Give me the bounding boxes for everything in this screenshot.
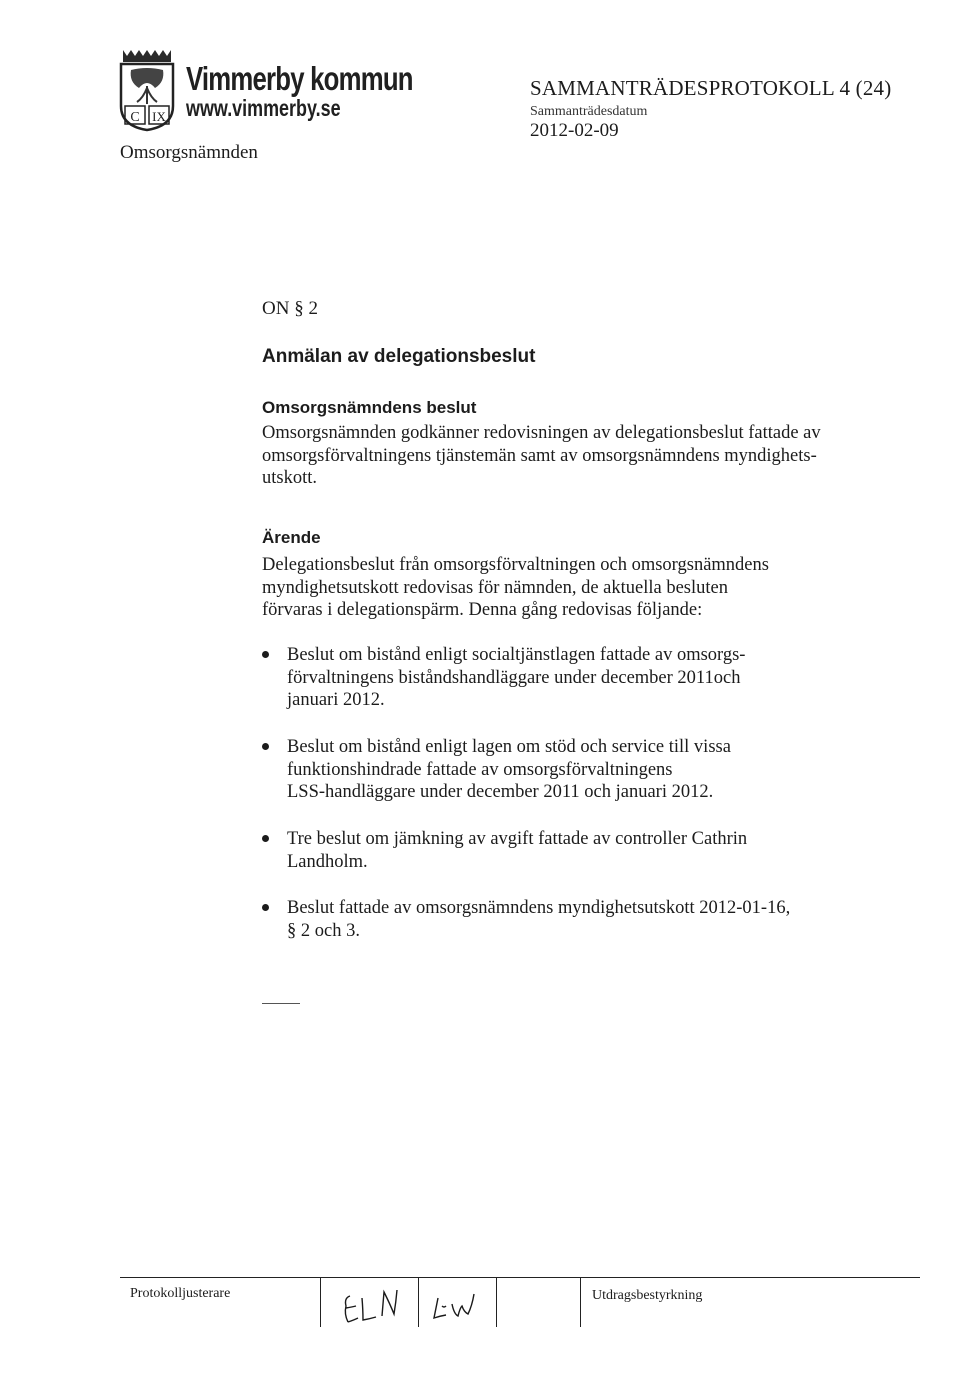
municipal-crest-icon	[117, 48, 177, 132]
matter-heading: Ärende	[262, 528, 321, 547]
certified-copy-label: Utdragsbestyrkning	[592, 1288, 703, 1303]
section-title: Anmälan av delegationsbeslut	[262, 346, 536, 367]
list-item-line: LSS-handläggare under december 2011 och januari 2012.	[287, 782, 714, 802]
bullet-icon	[262, 835, 269, 842]
list-item-line: Tre beslut om jämkning av avgift fattade av controller Cathrin	[287, 829, 748, 849]
organization-website: www.vimmerby.se	[186, 95, 341, 121]
end-divider	[262, 1003, 300, 1004]
bullet-icon	[262, 904, 269, 911]
matter-line: förvaras i delegationspärm. Denna gång redovisas följande:	[262, 600, 703, 620]
footer-divider	[120, 1277, 920, 1278]
decision-line: Omsorgsnämnden godkänner redovisningen av delegationsbeslut fattade av	[262, 423, 821, 443]
signature-lw	[420, 1280, 490, 1330]
crest-letter-c: C	[130, 110, 140, 125]
decision-heading: Omsorgsnämndens beslut	[262, 398, 477, 417]
meeting-date-label: Sammanträdesdatum	[530, 104, 648, 119]
list-item-line: funktionshindrade fattade av omsorgsförvaltningens	[287, 759, 673, 780]
list-item-line: Beslut om bistånd enligt lagen om stöd och service till vissa	[287, 737, 731, 757]
list-item-line: förvaltningens biståndshandläggare under december 2011och	[287, 667, 741, 688]
organization-name: Vimmerby kommun	[186, 60, 413, 97]
list-item-line: § 2 och 3.	[287, 920, 360, 941]
matter-line: myndighetsutskott redovisas för nämnden, de aktuella besluten	[262, 577, 728, 598]
decision-line: utskott.	[262, 468, 317, 488]
meeting-date: 2012-02-09	[530, 120, 619, 141]
footer-separator	[418, 1277, 419, 1327]
footer-separator	[320, 1277, 321, 1327]
list-item-line: Landholm.	[287, 851, 368, 872]
decision-line: omsorgsförvaltningens tjänstemän samt av omsorgsnämndens myndighets-	[262, 445, 817, 466]
section-number: ON § 2	[262, 298, 318, 319]
decision-text	[262, 422, 872, 490]
footer-separator	[496, 1277, 497, 1327]
list-item-line: januari 2012.	[287, 690, 385, 710]
list-item-line: Beslut om bistånd enligt socialtjänstlagen fattade av omsorgs-	[287, 645, 746, 665]
crest-letter-ix: IX	[152, 109, 166, 124]
matter-line: Delegationsbeslut från omsorgsförvaltningen och omsorgsnämndens	[262, 555, 769, 575]
footer-separator	[580, 1277, 581, 1327]
signature-eln	[336, 1280, 416, 1330]
list-item-line: Beslut fattade av omsorgsnämndens myndighetsutskott 2012-01-16,	[287, 898, 791, 918]
adjusters-label: Protokolljusterare	[130, 1286, 231, 1301]
protocol-title: SAMMANTRÄDESPROTOKOLL 4 (24)	[530, 76, 892, 100]
bullet-icon	[262, 743, 269, 750]
matter-text	[262, 554, 872, 622]
department-name: Omsorgsnämnden	[120, 142, 258, 163]
bullet-icon	[262, 651, 269, 658]
